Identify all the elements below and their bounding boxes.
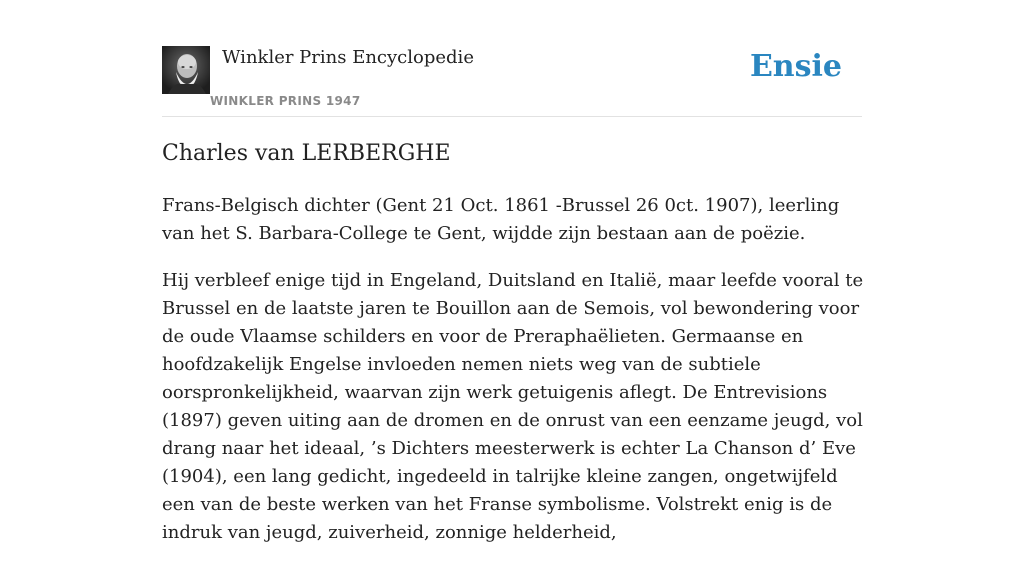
- portrait-image: [162, 46, 210, 94]
- brand-logo[interactable]: Ensie: [749, 49, 842, 84]
- article-paragraph: Hij verbleef enige tijd in Engeland, Duitsland en Italië, maar leefde vooral te Brussel en de laatste jaren te Bouillon aan de Semois, vol bewondering voor de oude Vlaamse schilders en voor de Preraphaëlieten. Germaanse en hoofdzakelijk Engelse invloeden nemen niets weg van de subtiele oorspronkelijkheid, waarvan zijn werk getuigenis aflegt. De Entrevisions (1897) geven uiting aan de dromen en de onrust van een eenzame jeugd, vol drang naar het ideaal, ’s Dichters meesterwerk is echter La Chanson d’ Eve (1904), een lang gedicht, ingedeeld in talrijke kleine zangen, ongetwijfeld een van de beste werken van het Franse symbolisme. Volstrekt enig is de indruk van jeugd, zuiverheid, zonnige helderheid,: [162, 270, 864, 543]
- source-name[interactable]: Winkler Prins Encyclopedie: [222, 47, 474, 68]
- article-paragraph: Frans-Belgisch dichter (Gent 21 Oct. 1861 -Brussel 26 0ct. 1907), leerling van het S. Barbara-College te Gent, wijdde zijn bestaan aan de poëzie.: [162, 195, 840, 244]
- avatar[interactable]: [162, 46, 210, 94]
- source-subtitle: WINKLER PRINS 1947: [210, 94, 361, 108]
- article-title: Charles van LERBERGHE: [162, 141, 451, 166]
- article-body: [162, 192, 867, 566]
- source-header: [162, 44, 862, 117]
